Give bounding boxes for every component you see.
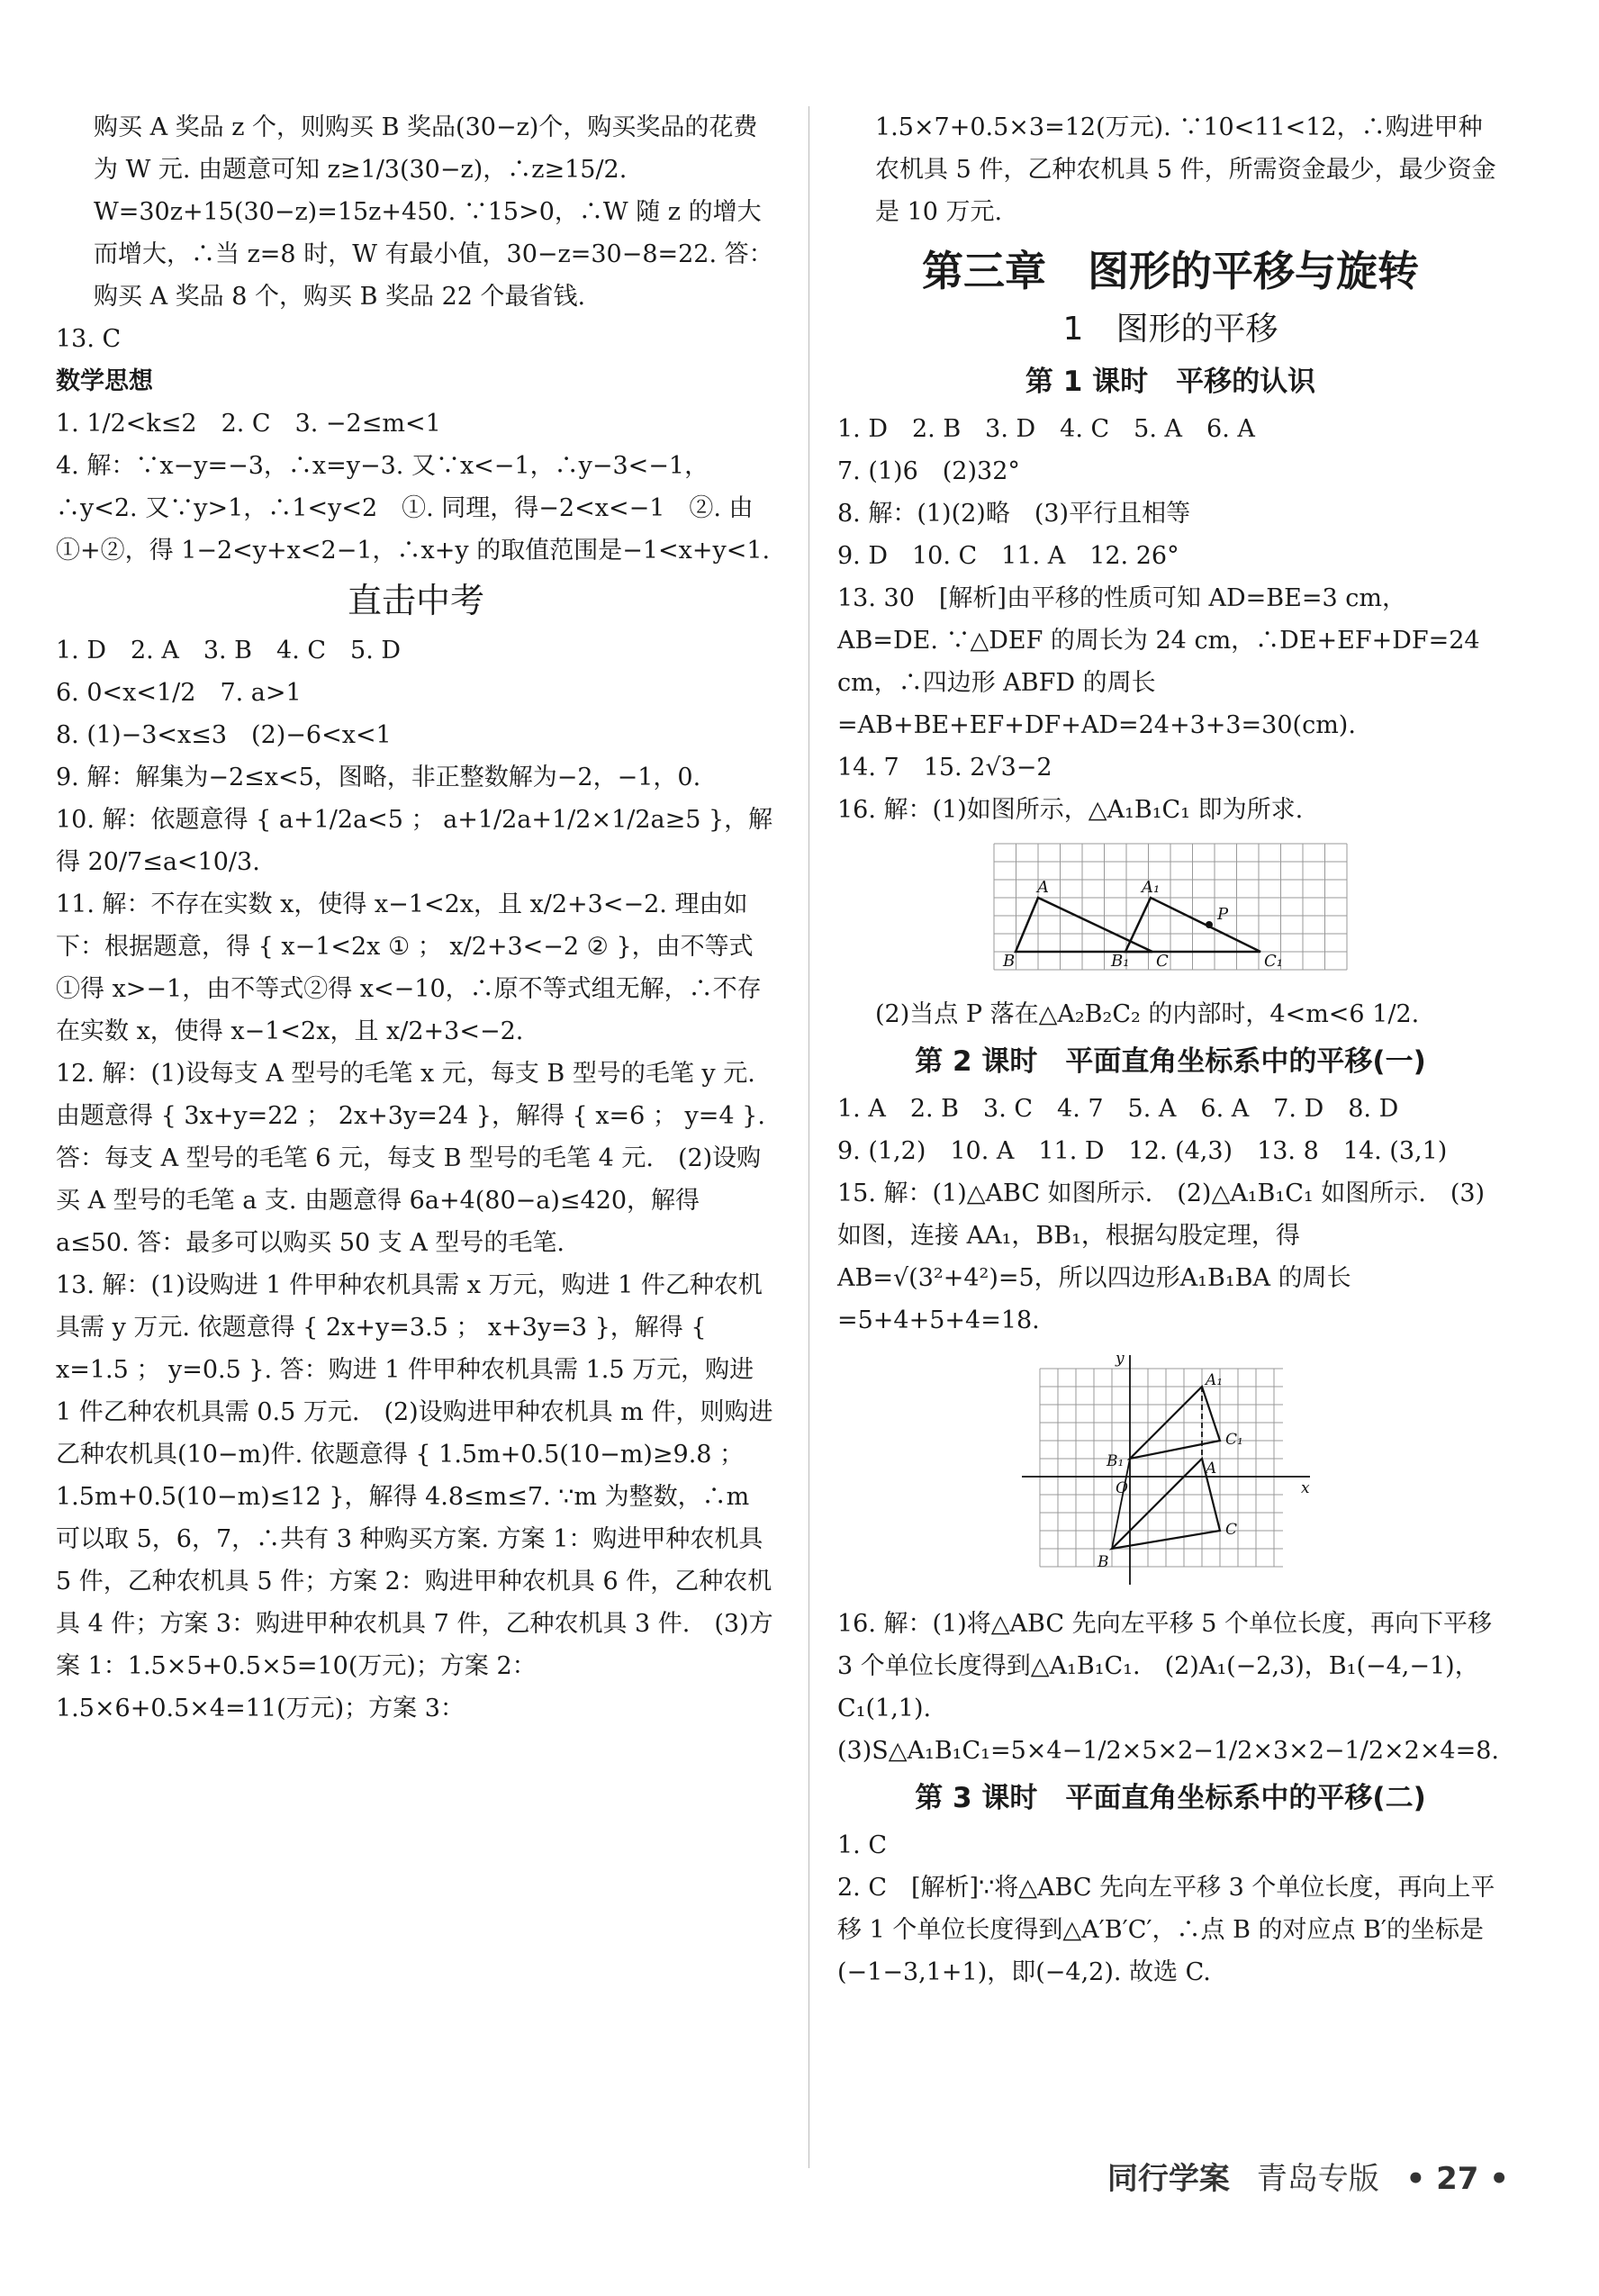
answer-paragraph: 6. 0<x<1/2 7. a>1 [56, 679, 302, 707]
label-c1: C₁ [1264, 952, 1283, 971]
answer-paragraph: 9. D 10. C 11. A 12. 26° [837, 542, 1179, 570]
page-number: • 27 • [1405, 2161, 1509, 2197]
answer-paragraph: 14. 7 15. 2√3−2 [837, 754, 1052, 782]
label-c1: C₁ [1225, 1431, 1243, 1449]
label-a: A [1037, 878, 1049, 897]
answer-paragraph: 8. 解：(1)(2)略 (3)平行且相等 [837, 500, 1191, 528]
answer-paragraph: 13. 解：(1)设购进 1 件甲种农机具需 x 万元，购进 1 件乙种农机具需 y 万元. 依题意得 { 2x+y=3.5 ； x+3y=3 }，解得 { x=1.5 ； y=0.5 }. 答：购进 1 件甲种农机具需 1.5 万元，购进 1 件乙种农机具需 0.5 万元. (2)设购进甲种农机具 m 件，则购进乙种农机具(10−m)件. 依题意得 { 1.5m+0.5(10−m)≥9.8 ； 1.5m+0.5(10−m)≤12 }，解得 4.8≤m≤7. ∵m 为整数，∴m 可以取 5，6，7，∴共有 3 种购买方案. 方案 1：购进甲种农机具 5 件，乙种农机具 5 件；方案 2：购进甲种农机具 6 件，乙种农机具 4 件；方案 3：购进甲种农机具 7 件，乙种农机具 3 件. (3)方案 1：1.5×5+0.5×5=10(万元)；方案 2：1.5×6+0.5×4=11(万元)；方案 3： [56, 1271, 773, 1722]
answer-paragraph: 9. 解：解集为−2≤x<5，图略，非正整数解为−2，−1，0. [56, 764, 701, 791]
answer-paragraph: 13. C [56, 325, 122, 353]
lesson-title: 第 3 课时 平面直角坐标系中的平移(二) [915, 1782, 1426, 1814]
label-p: P [1217, 905, 1229, 924]
lesson-title: 第 2 课时 平面直角坐标系中的平移(一) [915, 1045, 1426, 1078]
answer-paragraph: 10. 解：依题意得 { a+1/2a<5 ； a+1/2a+1/2×1/2a≥5 }，解得 20/7≤a<10/3. [56, 806, 773, 876]
answer-paragraph: 8. (1)−3<x≤3 (2)−6<x<1 [56, 721, 392, 749]
answer-paragraph: 12. 解：(1)设每支 A 型号的毛笔 x 元，每支 B 型号的毛笔 y 元. 由题意得 { 3x+y=22 ； 2x+3y=24 }，解得 { x=6 ； y=4 }. 答：每支 A 型号的毛笔 6 元，每支 B 型号的毛笔 4 元. (2)设购买 A 型号的毛笔 a 支. 由题意得 6a+4(80−a)≤420，解得 a≤50. 答：最多可以购买 50 支 A 型号的毛笔. [56, 1060, 765, 1257]
subsection-title: 1 图形的平移 [1062, 311, 1278, 348]
answer-paragraph: 1. 1/2<k≤2 2. C 3. −2≤m<1 [56, 410, 441, 438]
answer-paragraph: 16. 解：(1)如图所示，△A₁B₁C₁ 即为所求. [837, 796, 1304, 824]
edition-name: 青岛专版 [1256, 2161, 1379, 2197]
answer-paragraph: 1.5×7+0.5×3=12(万元). ∵10<11<12，∴购进甲种农机具 5 件，乙种农机具 5 件，所需资金最少，最少资金是 10 万元. [875, 113, 1496, 226]
chapter-title: 第三章 图形的平移与旋转 [922, 247, 1419, 295]
right-column [837, 106, 1504, 1993]
figure-grid-translation [990, 840, 1351, 984]
answer-paragraph: 13. 30 [解析]由平移的性质可知 AD=BE=3 cm，AB=DE. ∵△DEF 的周长为 24 cm，∴DE+EF+DF=24 cm，∴四边形 ABFD 的周长=AB+BE+EF+DF+AD=24+3+3=30(cm). [837, 584, 1480, 739]
answer-paragraph: 购买 A 奖品 z 个，则购买 B 奖品(30−z)个，购买奖品的花费为 W 元. 由题意可知 z≥1/3(30−z)，∴z≥15/2. W=30z+15(30−z)=15z+450. ∵15>0，∴W 随 z 的增大而增大，∴当 z=8 时，W 有最小值，30−z=30−8=22. 答：购买 A 奖品 8 个，购买 B 奖品 22 个最省钱. [94, 113, 773, 311]
answer-paragraph: 16. 解：(1)将△ABC 先向左平移 5 个单位长度，再向下平移 3 个单位长度得到△A₁B₁C₁. (2)A₁(−2,3)，B₁(−4,−1)，C₁(1,1). (3)S△A₁B₁C₁=5×4−1/2×5×2−1/2×3×2−1/2×2×4=8. [837, 1610, 1499, 1765]
label-b1: B₁ [1111, 952, 1130, 971]
label-a1: A₁ [1206, 1371, 1224, 1389]
label-x: x [1301, 1479, 1310, 1497]
label-b1: B₁ [1107, 1452, 1125, 1470]
answer-paragraph: 1. D 2. B 3. D 4. C 5. A 6. A [837, 415, 1255, 443]
answer-paragraph: 11. 解：不存在实数 x，使得 x−1<2x，且 x/2+3<−2. 理由如下：根据题意，得 { x−1<2x ① ； x/2+3<−2 ② }，由不等式①得 x>−1，由不等式②得 x<−10，∴原不等式组无解，∴不存在实数 x，使得 x−1<2x，且 x/2+3<−2. [56, 890, 762, 1045]
label-a: A [1206, 1460, 1217, 1478]
label-c: C [1156, 952, 1169, 971]
answer-paragraph: 1. D 2. A 3. B 4. C 5. D [56, 637, 402, 664]
answer-paragraph: (2)当点 P 落在△A₂B₂C₂ 的内部时，4<m<6 1/2. [875, 1000, 1420, 1028]
label-a1: A₁ [1142, 878, 1161, 897]
answer-paragraph: 7. (1)6 (2)32° [837, 457, 1020, 485]
left-column [56, 106, 776, 1730]
label-y: y [1116, 1351, 1125, 1368]
label-b: B [1003, 952, 1016, 971]
page-footer [1091, 2154, 1509, 2198]
answer-paragraph: 2. C [解析]∵将△ABC 先向左平移 3 个单位长度，再向上平移 1 个单位长度得到△A′B′C′，∴点 B 的对应点 B′的坐标是(−1−3,1+1)，即(−4,2). 故选 C. [837, 1874, 1495, 1986]
answer-paragraph: 1. A 2. B 3. C 4. 7 5. A 6. A 7. D 8. D [837, 1095, 1399, 1123]
label-c: C [1225, 1521, 1238, 1539]
section-heading: 直击中考 [347, 581, 484, 620]
brand-name: 同行学案 [1107, 2161, 1230, 2197]
figure-coordinate-translation [1022, 1351, 1319, 1594]
section-label: 数学思想 [56, 367, 153, 395]
answer-paragraph: 4. 解：∵x−y=−3，∴x=y−3. 又∵x<−1，∴y−3<−1，∴y<2. 又∵y>1，∴1<y<2 ①. 同理，得−2<x<−1 ②. 由①+②，得 1−2<y+x<2−1，∴x+y 的取值范围是−1<x+y<1. [56, 452, 771, 565]
label-origin: O [1116, 1479, 1128, 1497]
point-p [1206, 921, 1213, 928]
answer-paragraph: 9. (1,2) 10. A 11. D 12. (4,3) 13. 8 14. (3,1) [837, 1137, 1448, 1165]
lesson-title: 第 1 课时 平移的认识 [1025, 366, 1316, 398]
answer-paragraph: 1. C [837, 1831, 888, 1859]
label-b: B [1098, 1553, 1109, 1571]
answer-paragraph: 15. 解：(1)△ABC 如图所示. (2)△A₁B₁C₁ 如图所示. (3)如图，连接 AA₁，BB₁，根据勾股定理，得 AB=√(3²+4²)=5，所以四边形A₁B₁BA 的周长=5+4+5+4=18. [837, 1180, 1486, 1334]
